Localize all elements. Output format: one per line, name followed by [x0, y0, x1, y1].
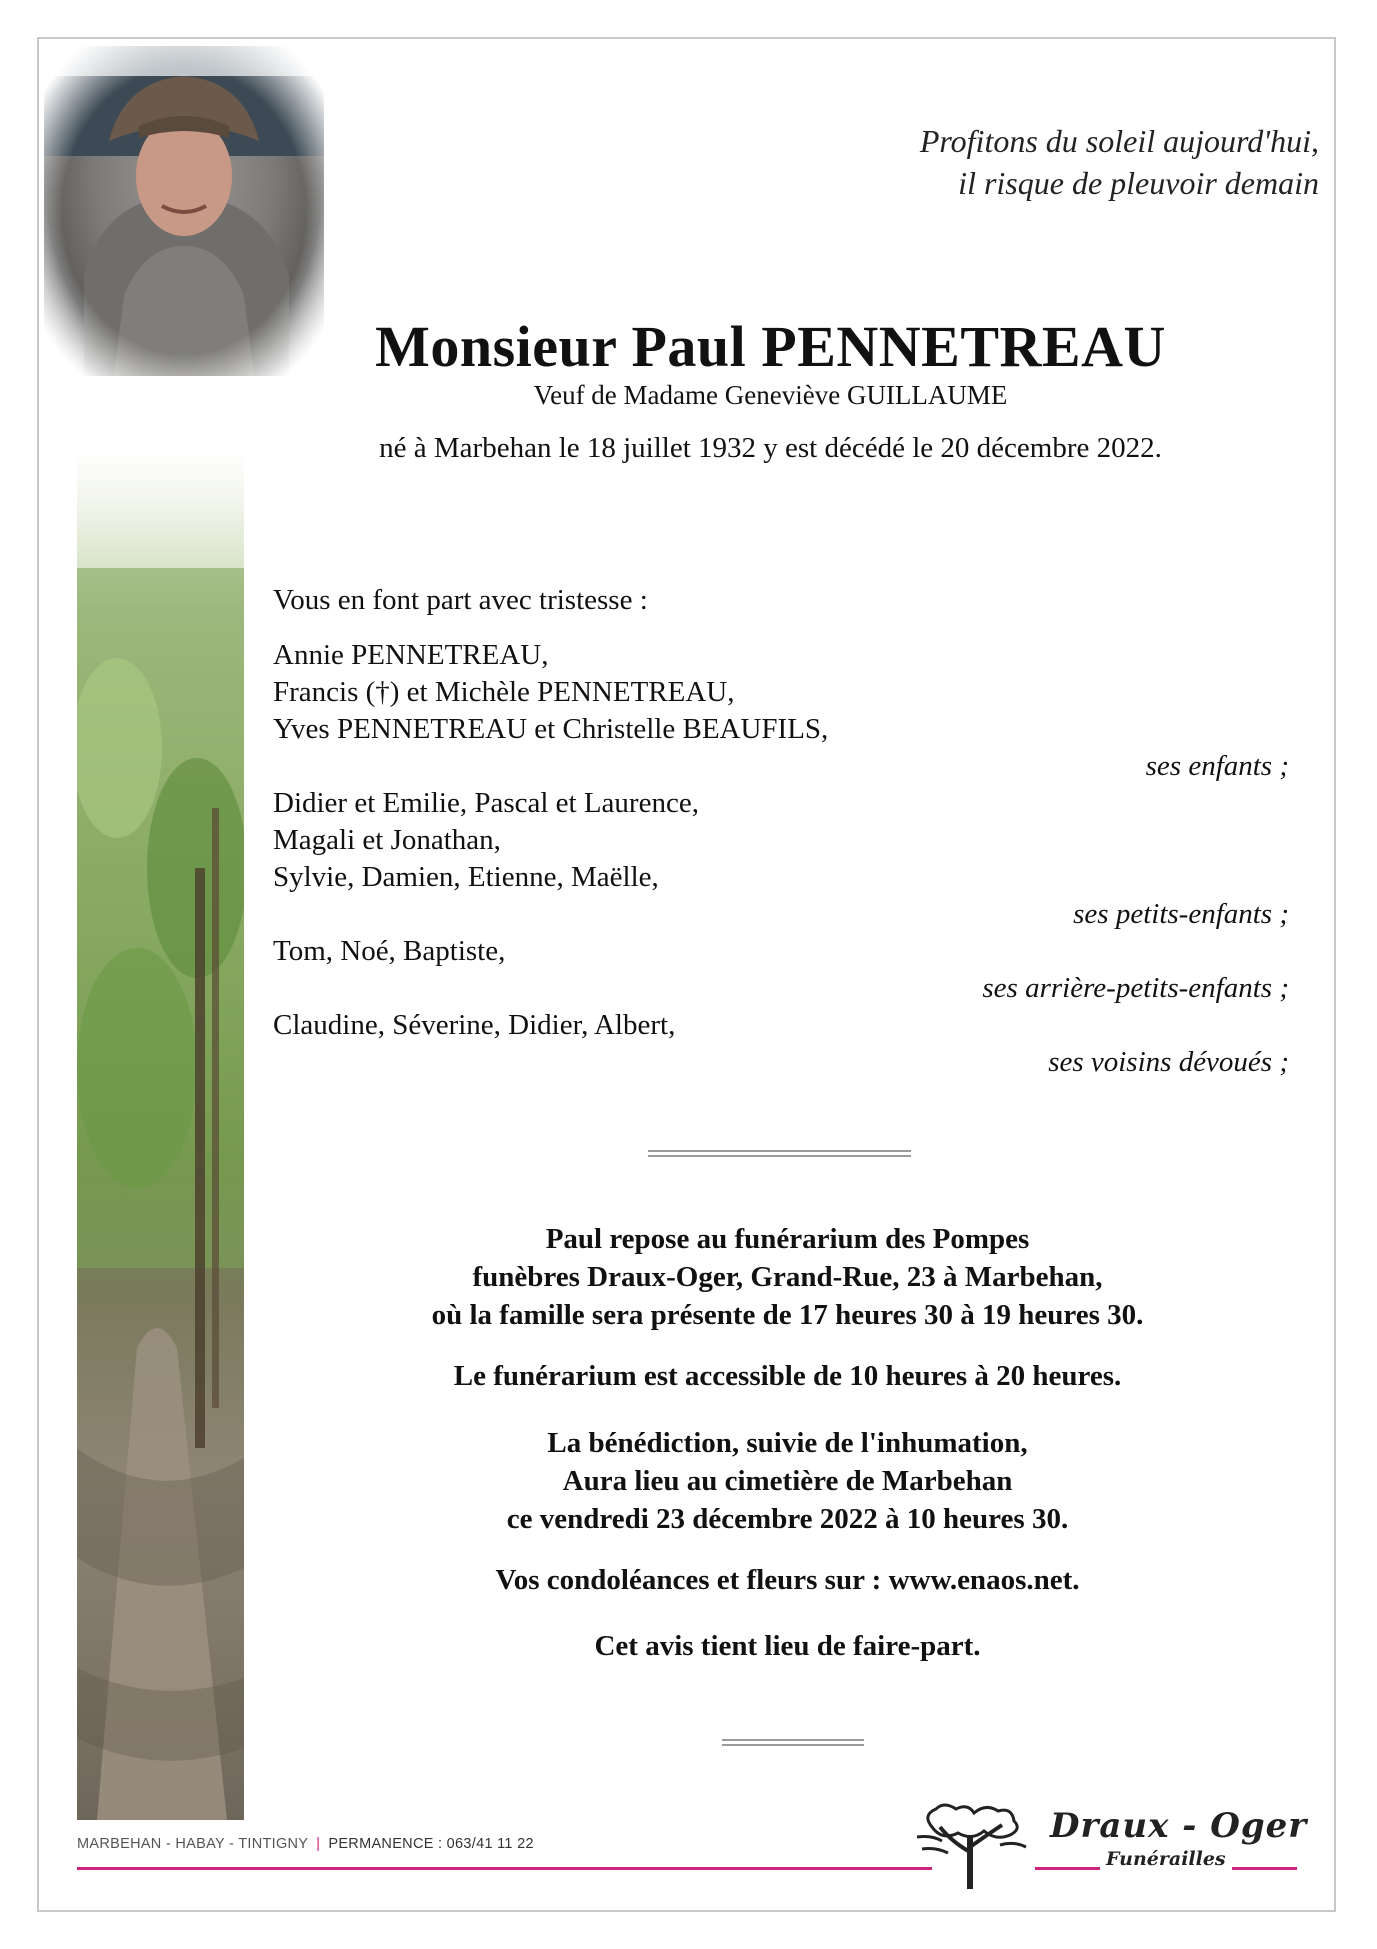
relation-label: ses enfants ; [1145, 750, 1289, 782]
funerarium-hours: Le funérarium est accessible de 10 heures à 20 heures. [453, 1360, 1122, 1392]
footer-separator: | [316, 1836, 321, 1852]
family-name-line: Tom, Noé, Baptiste, [273, 935, 506, 967]
family-name-line: Claudine, Séverine, Didier, Albert, [273, 1009, 676, 1041]
brand-name: Draux - Oger [1050, 1806, 1308, 1846]
condolences-info: Vos condoléances et fleurs sur : www.enaos.net. [495, 1564, 1080, 1596]
divider-double-line [648, 1150, 911, 1157]
visitation-info [300, 1220, 1275, 1334]
family-name-line: Francis (†) et Michèle PENNETREAU, [273, 676, 735, 708]
widower-of: Veuf de Madame Geneviève GUILLAUME [533, 380, 1008, 410]
visitation-line: où la famille sera présente de 17 heures 30 à 19 heures 30. [431, 1299, 1144, 1331]
family-intro: Vous en font part avec tristesse : [273, 584, 648, 616]
ceremony-info [300, 1424, 1275, 1538]
family-name-line: Annie PENNETREAU, [273, 639, 549, 671]
family-name-line: Sylvie, Damien, Etienne, Maëlle, [273, 861, 659, 893]
family-name-line: Didier et Emilie, Pascal et Laurence, [273, 787, 699, 819]
visitation-line: funèbres Draux-Oger, Grand-Rue, 23 à Marbehan, [472, 1261, 1103, 1293]
footer-permanence: PERMANENCE : 063/41 11 22 [328, 1836, 534, 1852]
ceremony-line: La bénédiction, suivie de l'inhumation, [547, 1427, 1028, 1459]
deceased-name: Monsieur Paul PENNETREAU [375, 314, 1166, 379]
footer-accent-line [77, 1867, 932, 1870]
tree-logo-icon [912, 1797, 1032, 1889]
epitaph-quote [920, 120, 1319, 204]
family-announcement [273, 582, 1289, 1081]
notice-statement: Cet avis tient lieu de faire-part. [594, 1630, 981, 1662]
divider-double-line [722, 1739, 864, 1746]
ceremony-line: Aura lieu au cimetière de Marbehan [562, 1465, 1013, 1497]
brand-subtitle: Funérailles [1100, 1848, 1232, 1870]
ceremony-line: ce vendredi 23 décembre 2022 à 10 heures 30. [506, 1503, 1069, 1535]
quote-line-2: il risque de pleuvoir demain [958, 165, 1319, 201]
relation-label: ses voisins dévoués ; [1048, 1046, 1289, 1078]
footer-locations: MARBEHAN - HABAY - TINTIGNY [77, 1836, 309, 1852]
birth-death-line: né à Marbehan le 18 juillet 1932 y est décédé le 20 décembre 2022. [379, 432, 1162, 464]
quote-line-1: Profitons du soleil aujourd'hui, [919, 123, 1319, 159]
family-name-line: Yves PENNETREAU et Christelle BEAUFILS, [273, 713, 829, 745]
family-name-line: Magali et Jonathan, [273, 824, 501, 856]
visitation-line: Paul repose au funérarium des Pompes [545, 1223, 1030, 1255]
relation-label: ses petits-enfants ; [1073, 898, 1289, 930]
forest-path-image [77, 448, 244, 1820]
footer-contact [77, 1836, 534, 1852]
relation-label: ses arrière-petits-enfants ; [982, 972, 1289, 1004]
